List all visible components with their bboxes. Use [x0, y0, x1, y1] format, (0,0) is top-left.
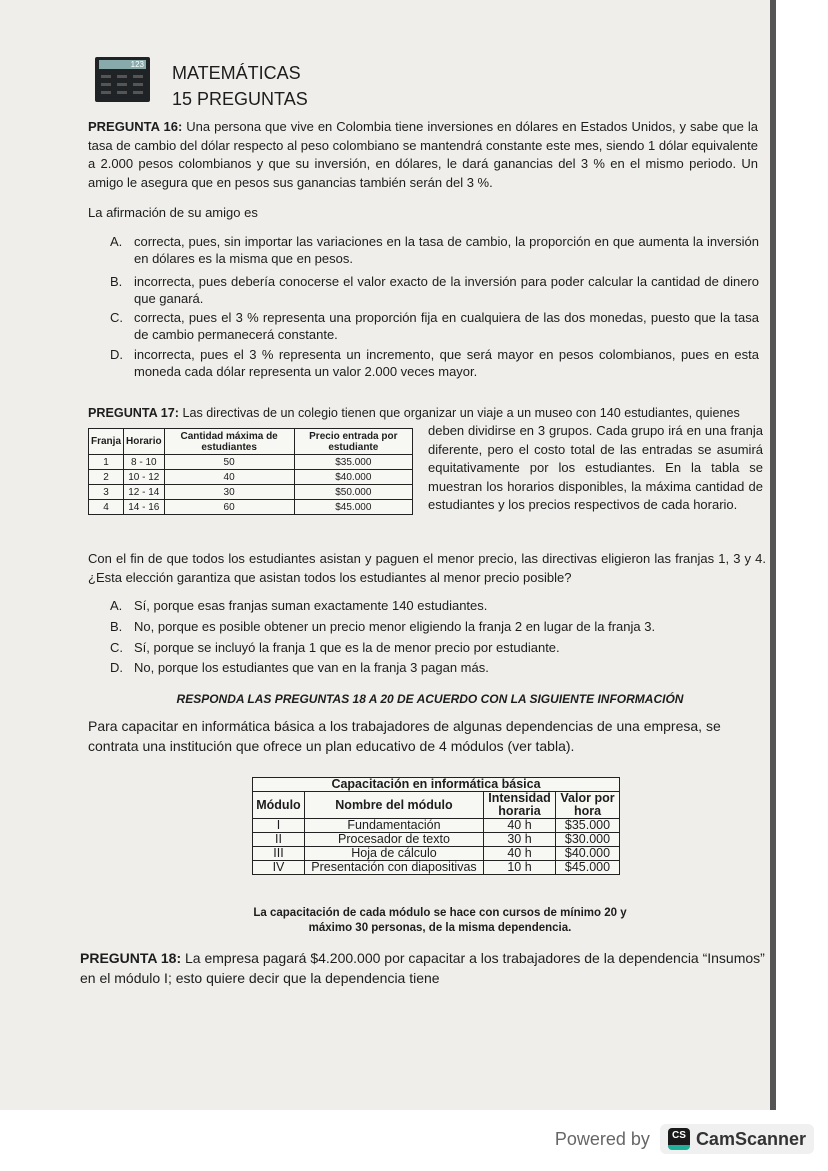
table-header-row	[253, 792, 620, 819]
table-cell: $45.000	[294, 500, 412, 515]
table-header-cell: Precio entrada por estudiante	[294, 429, 412, 455]
table-header-cell: Franja	[89, 429, 124, 455]
question-17-question: Con el fin de que todos los estudiantes asistan y paguen el menor precio, las directivas eligieron las franjas 1, 3 y 4. ¿Esta elección garantiza que asistan todos los estudiantes al menor precio posible?	[88, 551, 766, 585]
calculator-key	[101, 83, 111, 86]
table-cell: 12 - 14	[124, 485, 165, 500]
calculator-key	[101, 91, 111, 94]
table-row	[253, 847, 620, 861]
question-17	[88, 404, 763, 423]
calculator-key	[133, 83, 143, 86]
camscanner-badge	[660, 1124, 814, 1154]
table-header-cell: Módulo	[253, 792, 305, 819]
table-cell: $35.000	[556, 819, 620, 833]
table-cell: $35.000	[294, 455, 412, 470]
question-label: PREGUNTA 18:	[80, 950, 182, 966]
option-letter: A.	[110, 598, 123, 613]
table-cell: 10 h	[484, 861, 556, 875]
table-title: Capacitación en informática básica	[253, 778, 620, 792]
question-text: Las directivas de un colegio tienen que organizar un viaje a un museo con 140 estudiantes, quienes	[182, 406, 740, 420]
q17-option-d[interactable]	[110, 659, 754, 676]
question-label: PREGUNTA 16:	[88, 119, 183, 134]
table-row	[89, 455, 413, 470]
table-cell: 2	[89, 470, 124, 485]
table-cell: II	[253, 833, 305, 847]
table-cell: Fundamentación	[304, 819, 483, 833]
table-header-cell: Valor por hora	[556, 792, 620, 819]
question-18	[80, 948, 770, 988]
table-cell: IV	[253, 861, 305, 875]
camscanner-logo-icon: CS	[668, 1128, 690, 1150]
table-cell: III	[253, 847, 305, 861]
table-cell: Presentación con diapositivas	[304, 861, 483, 875]
section-heading: RESPONDA LAS PREGUNTAS 18 A 20 DE ACUERDO CON LA SIGUIENTE INFORMACIÓN	[176, 692, 684, 706]
calculator-key	[117, 91, 127, 94]
table-cell: 1	[89, 455, 124, 470]
table-cell: Procesador de texto	[304, 833, 483, 847]
calculator-key	[101, 75, 111, 78]
calculator-display: 123	[99, 60, 146, 69]
table-cell: $40.000	[556, 847, 620, 861]
q17-option-a[interactable]	[110, 597, 754, 614]
table-cell: I	[253, 819, 305, 833]
option-text	[89, 429, 413, 515]
training-table	[252, 777, 620, 875]
option-text: Sí, porque se incluyó la franja 1 que es la de menor precio por estudiante.	[134, 640, 560, 655]
q16-option-d[interactable]	[110, 346, 759, 380]
table-row	[89, 500, 413, 515]
option-letter: C.	[110, 640, 123, 655]
question-count: 15 PREGUNTAS	[172, 89, 308, 109]
option-letter: A.	[110, 234, 123, 249]
table-cell: $40.000	[294, 470, 412, 485]
table-row	[89, 485, 413, 500]
table-cell: 30 h	[484, 833, 556, 847]
subject-title: MATEMÁTICAS	[172, 63, 301, 83]
table-row	[253, 833, 620, 847]
table-cell: $45.000	[556, 861, 620, 875]
calculator-key	[133, 75, 143, 78]
q17-option-b[interactable]	[110, 618, 754, 635]
table-cell: 40 h	[484, 847, 556, 861]
table-caption: La capacitación de cada módulo se hace con cursos de mínimo 20 y máximo 30 personas, de la misma dependencia.	[253, 907, 627, 934]
table-cell: $50.000	[294, 485, 412, 500]
table-cell: 3	[89, 485, 124, 500]
schedule-table	[88, 428, 413, 515]
q16-option-a[interactable]	[110, 233, 759, 267]
option-letter: C.	[110, 310, 123, 325]
option-letter: D.	[110, 660, 123, 675]
option-text: No, porque los estudiantes que van en la franja 3 pagan más.	[134, 660, 489, 675]
table-header-cell: Horario	[124, 429, 165, 455]
table-row	[253, 778, 620, 792]
table-cell: 8 - 10	[124, 455, 165, 470]
table-cell: 40	[164, 470, 294, 485]
calculator-key	[117, 83, 127, 86]
brand-name: CamScanner	[695, 1128, 806, 1149]
calculator-key	[133, 91, 143, 94]
table-cell: 4	[89, 500, 124, 515]
table-cell: 60	[164, 500, 294, 515]
table-cell: $30.000	[556, 833, 620, 847]
question-16	[88, 118, 758, 192]
option-text: correcta, pues, sin importar las variaciones en la tasa de cambio, la proporción en que aumenta la inversión en dólares es la misma que en pesos.	[134, 234, 759, 266]
table-cell: 30	[164, 485, 294, 500]
powered-by-text: Powered by	[554, 1128, 650, 1149]
option-text: incorrecta, pues debería conocerse el valor exacto de la inversión para poder calcular la cantidad de dinero que ganará.	[134, 274, 759, 306]
table-cell: Hoja de cálculo	[304, 847, 483, 861]
table-header-row	[89, 429, 413, 455]
option-text: correcta, pues el 3 % representa una proporción fija en cualquiera de las dos monedas, puesto que la tasa de cambio permanecerá constante.	[134, 310, 759, 342]
table-row	[253, 861, 620, 875]
option-letter: B.	[110, 274, 123, 289]
option-letter: D.	[110, 347, 123, 362]
table-cell: 10 - 12	[124, 470, 165, 485]
question-text: Una persona que vive en Colombia tiene inversiones en dólares en Estados Unidos, y sabe que la tasa de cambio del dólar respecto al peso colombiano se mantendrá constante este mes, siendo 1 dólar equivalente a 2.000 pesos colombianos y que su inversión, en dólares, le dará ganancias del 3 % en el mismo periodo. Un amigo le asegura que en pesos sus ganancias también serán del 3 %.	[88, 119, 758, 190]
table-cell: 40 h	[484, 819, 556, 833]
table-cell: 14 - 16	[124, 500, 165, 515]
question-17-side-text: deben dividirse en 3 grupos. Cada grupo irá en una franja diferente, pero el costo total de las entradas se asumirá equitativamente por los estudiantes. En la tabla se muestran los horarios disponibles, la máxima cantidad de estudiantes y los precios respectivos de cada horario.	[428, 423, 763, 512]
q16-option-c[interactable]	[110, 309, 759, 343]
table-header-cell: Cantidad máxima de estudiantes	[164, 429, 294, 455]
option-text: No, porque es posible obtener un precio menor eligiendo la franja 2 en lugar de la franja 3.	[134, 619, 656, 634]
q16-option-b[interactable]	[110, 273, 759, 307]
table-header-cell: Nombre del módulo	[304, 792, 483, 819]
option-text: incorrecta, pues el 3 % representa un incremento, que será mayor en pesos colombianos, pues en esta moneda cada dólar representa un valor 2.000 veces mayor.	[134, 347, 759, 379]
option-text	[253, 778, 620, 875]
option-text: Sí, porque esas franjas suman exactamente 140 estudiantes.	[134, 598, 488, 613]
question-label: PREGUNTA 17:	[88, 406, 179, 420]
table-header-cell: Intensidad horaria	[484, 792, 556, 819]
camscanner-watermark	[555, 1122, 814, 1156]
page-edge	[770, 0, 776, 1110]
table-cell: 50	[164, 455, 294, 470]
calculator-key	[117, 75, 127, 78]
table-row	[253, 819, 620, 833]
question-prompt: La afirmación de su amigo es	[88, 205, 258, 220]
question-text: La empresa pagará $4.200.000 por capacitar a los trabajadores de la dependencia “Insumos” en el módulo I; esto quiere decir que la dependencia tiene	[80, 950, 765, 986]
section-intro: Para capacitar en informática básica a los trabajadores de algunas dependencias de una empresa, se contrata una institución que ofrece un plan educativo de 4 módulos (ver tabla).	[88, 718, 721, 754]
option-letter: B.	[110, 619, 123, 634]
q17-option-c[interactable]	[110, 639, 754, 656]
calculator-icon	[95, 57, 150, 102]
table-row	[89, 470, 413, 485]
